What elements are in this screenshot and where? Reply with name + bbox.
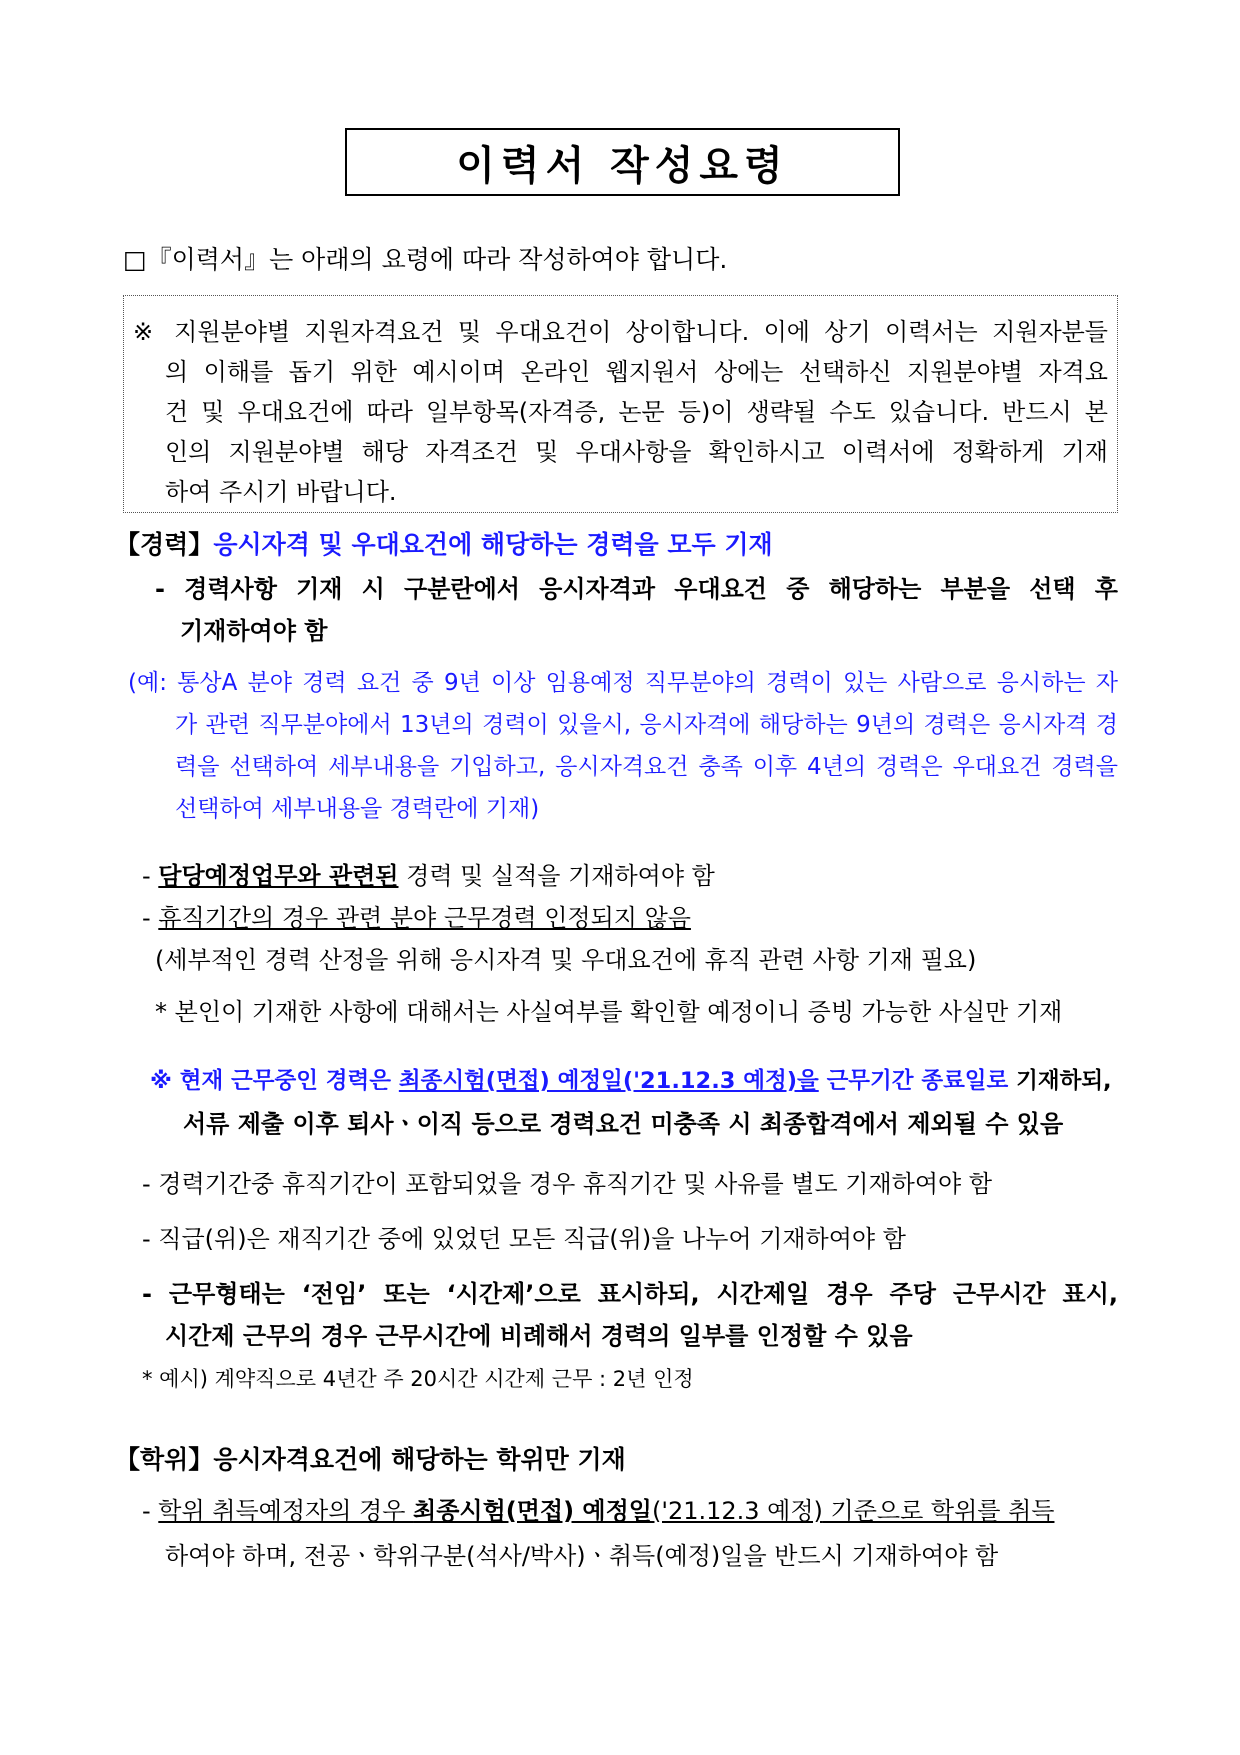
degree-heading-text: 응시자격요건에 해당하는 학위만 기재 — [213, 1445, 626, 1474]
career-example-line-1: (예: 통상A 분야 경력 요건 중 9년 이상 임용예정 직무분야의 경력이 있는 사람으로 응시하는 자 — [128, 670, 1118, 696]
notice-line-1: ※ 지원분야별 지원자격요건 및 우대요건이 상이합니다. 이에 상기 이력서는 지원자분들 — [133, 318, 1108, 346]
notice-line-3: 건 및 우대요건에 따라 일부항목(자격증, 논문 등)이 생략될 수도 있습니다. 반드시 본 — [165, 398, 1108, 426]
career-warning-line-2: 서류 제출 이후 퇴사ㆍ이직 등으로 경력요건 미충족 시 최종합격에서 제외될 수 있음 — [183, 1110, 1064, 1138]
career-item-7-line-1: - 근무형태는 ‘전임’ 또는 ‘시간제’으로 표시하되, 시간제일 경우 주당 근무시간 표시, — [142, 1280, 1118, 1308]
notice-line-5: 하여 주시기 바랍니다. — [165, 478, 397, 506]
degree-line-1-u1: 학위 취득예정자의 경우 — [158, 1497, 414, 1525]
document-title — [345, 128, 900, 196]
career-item-4-note: * 본인이 기재한 사항에 대해서는 사실여부를 확인할 예정이니 증빙 가능한 사실만 기재 — [155, 998, 1063, 1026]
career-item-2-rest: 경력 및 실적을 기재하여야 함 — [398, 862, 715, 890]
degree-heading-label: 【학위】 — [115, 1445, 214, 1474]
degree-line-1-bold: 최종시험(면접) 예정일 — [413, 1497, 652, 1525]
career-item-6: - 직급(위)은 재직기간 중에 있었던 모든 직급(위)을 나누어 기재하여야 함 — [142, 1225, 906, 1253]
degree-heading — [115, 1445, 626, 1475]
career-item-7-example: * 예시) 계약직으로 4년간 주 20시간 시간제 근무 : 2년 인정 — [142, 1367, 694, 1391]
notice-line-2: 의 이해를 돕기 위한 예시이며 온라인 웹지원서 상에는 선택하신 지원분야별 자격요 — [165, 358, 1108, 386]
warning-blue-3: 근무기간 종료일로 — [818, 1068, 1009, 1094]
career-heading — [115, 530, 773, 560]
degree-line-1-u2: ('21.12.3 예정) — [651, 1497, 823, 1525]
warning-blue-1: 현재 근무중인 경력은 — [179, 1068, 399, 1094]
warning-black: 기재하되, — [1008, 1068, 1112, 1094]
warning-mark: ※ — [150, 1068, 180, 1094]
career-warning-line-1 — [150, 1068, 1112, 1095]
notice-line-4: 인의 지원분야별 해당 자격조건 및 우대사항을 확인하시고 이력서에 정확하게 기재 — [165, 438, 1108, 466]
career-item-3 — [142, 904, 691, 933]
career-item-3-paren: (세부적인 경력 산정을 위해 응시자격 및 우대요건에 휴직 관련 사항 기재 필요) — [155, 946, 977, 974]
career-heading-label: 【경력】 — [115, 530, 214, 559]
career-heading-text: 응시자격 및 우대요건에 해당하는 경력을 모두 기재 — [213, 530, 773, 559]
career-item-3-text: 휴직기간의 경우 관련 분야 근무경력 인정되지 않음 — [158, 904, 691, 932]
career-example-line-2: 가 관련 직무분야에서 13년의 경력이 있을시, 응시자격에 해당하는 9년의 경력은 응시자격 경 — [175, 712, 1118, 738]
career-item-1-line-2: 기재하여야 함 — [180, 617, 328, 645]
degree-line-1-dash: - — [142, 1497, 159, 1525]
degree-line-2: 하여야 하며, 전공ㆍ학위구분(석사/박사)ㆍ취득(예정)일을 반드시 기재하여야 함 — [165, 1542, 999, 1570]
career-item-5: - 경력기간중 휴직기간이 포함되었을 경우 휴직기간 및 사유를 별도 기재하여야 함 — [142, 1170, 993, 1198]
warning-blue-2: 최종시험(면접) 예정일('21.12.3 예정)을 — [398, 1068, 819, 1094]
career-example-line-3: 력을 선택하여 세부내용을 기입하고, 응시자격요건 충족 이후 4년의 경력은 우대요건 경력을 — [175, 754, 1118, 780]
career-item-2-bold: 담당예정업무와 관련된 — [158, 862, 399, 890]
degree-line-1-u3: 기준으로 학위를 취득 — [822, 1497, 1055, 1525]
document-title-text: 이력서 작성요령 — [456, 142, 789, 189]
career-example-line-4: 선택하여 세부내용을 경력란에 기재) — [175, 796, 540, 822]
career-item-2 — [142, 862, 715, 891]
career-item-1-line-1: - 경력사항 기재 시 구분란에서 응시자격과 우대요건 중 해당하는 부분을 선택 후 — [155, 575, 1118, 603]
career-item-2-dash: - — [142, 862, 159, 890]
degree-line-1 — [142, 1497, 1054, 1526]
career-item-7-line-2: 시간제 근무의 경우 근무시간에 비례해서 경력의 일부를 인정할 수 있음 — [165, 1322, 913, 1350]
career-item-3-dash: - — [142, 904, 159, 932]
intro-text: □『이력서』는 아래의 요령에 따라 작성하여야 합니다. — [123, 245, 728, 274]
